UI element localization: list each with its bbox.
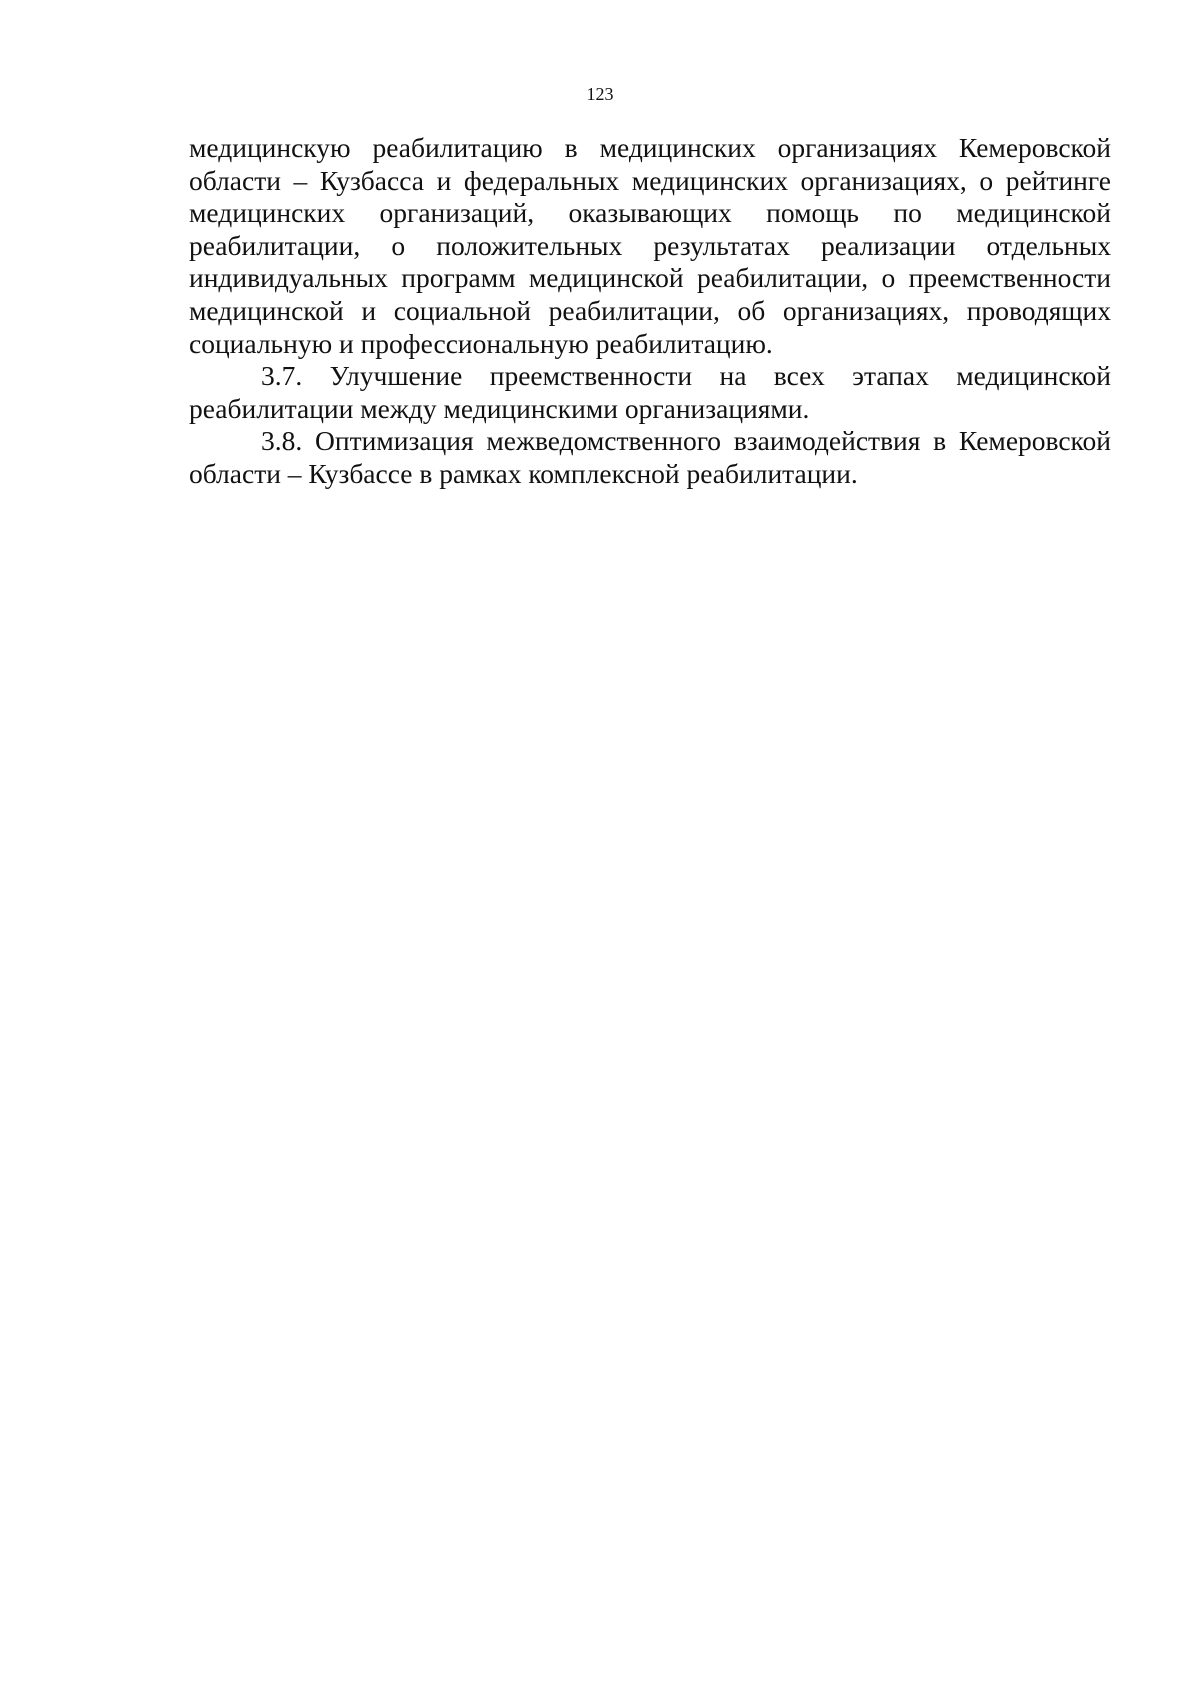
paragraph-continuation: медицинскую реабилитацию в медицинских организациях Кемеровской области – Кузбасса и федеральных медицинских организациях, о рейтинге медицинских организаций, оказывающих помощь по медицинской реабилитации, о положительных результатах реализации отдельных индивидуальных программ медицинской реабилитации, о преемственности медицинской и социальной реабилитации, об организациях, проводящих социальную и профессиональную реабилитацию. (189, 132, 1111, 359)
document-body (189, 132, 1111, 491)
paragraph-3-7: 3.7. Улучшение преемственности на всех этапах медицинской реабилитации между медицинскими организациями. (189, 360, 1111, 424)
page-number: 123 (586, 84, 614, 104)
paragraph-3-8: 3.8. Оптимизация межведомственного взаимодействия в Кемеровской области – Кузбассе в рамках комплексной реабилитации. (189, 425, 1111, 489)
